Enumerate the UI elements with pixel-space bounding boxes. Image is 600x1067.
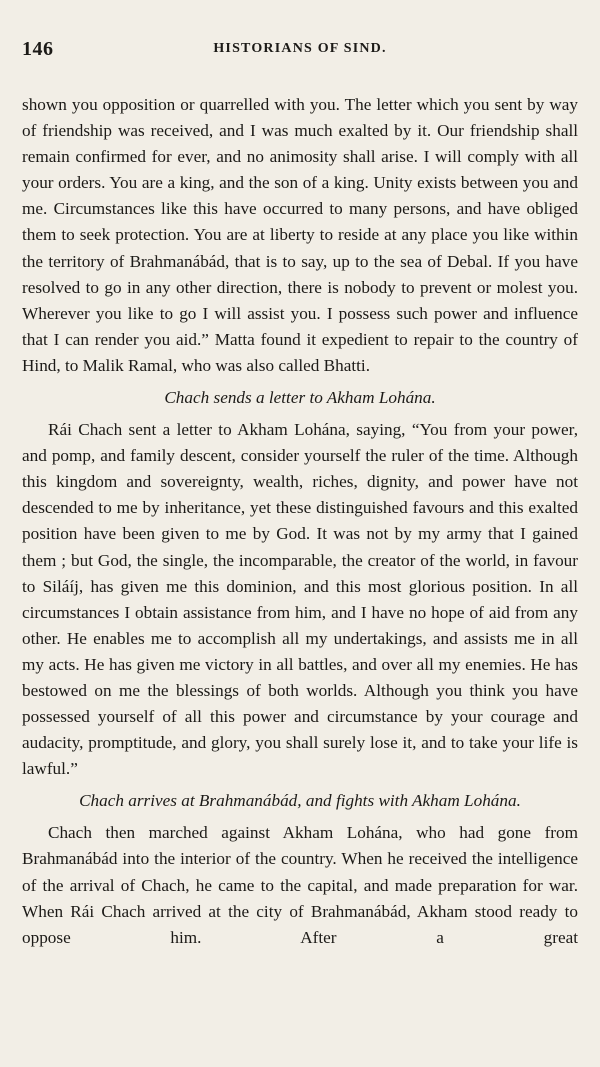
section-heading-chach-sends-letter: Chach sends a letter to Akham Lohána.	[164, 388, 436, 408]
running-header	[22, 38, 578, 62]
body-text	[22, 92, 578, 951]
running-title: HISTORIANS OF SIND.	[213, 41, 387, 56]
page-number: 146	[22, 38, 54, 60]
paragraph-march-against-akham: Chach then marched against Akham Lohána, who had gone from Brahmanábád into the interior of the country. When he received the intelligence of the arrival of Chach, he came to the capital, and made preparation for war. When Rái Chach arrived at the city of Brahmanábád, Akham stood ready to oppose him. After a great	[22, 823, 578, 947]
paragraph-continued: shown you opposition or quarrelled with you. The letter which you sent by way of friendship was received, and I was much exalted by it. Our friendship shall remain confirmed for ever, and no animosity shall arise. I will comply with all your orders. You are a king, and the son of a king. Unity exists between you and me. Circumstances like this have occurred to many persons, and have obliged them to seek protection. You are at liberty to reside at any place you like within the territory of Brahmanábád, that is to say, up to the sea of Debal. If you have resolved to go in any other direction, there is nobody to prevent or molest you. Wherever you like to go I will assist you. I possess such power and influence that I can render you aid.” Matta found it expedient to repair to the country of Hind, to Malik Ramal, who was also called Bhatti.	[22, 95, 578, 375]
paragraph-letter-to-akham: Rái Chach sent a letter to Akham Lohána, saying, “You from your power, and pomp, and family descent, consider yourself the ruler of the time. Although this kingdom and sovereignty, wealth, riches, dignity, and power have not descended to me by inheritance, yet these distinguished favours and this exalted position have been given to me by God. It was not by my army that I gained them ; but God, the single, the incomparable, the creator of the world, in favour to Siláíj, has given me this dominion, and this most glorious position. In all circumstances I obtain assistance from him, and I have no hope of aid from any other. He enables me to accomplish all my undertakings, and assists me in all my acts. He has given me victory in all battles, and over all my enemies. He has bestowed on me the blessings of both worlds. Although you think you have possessed yourself of all this power and circumstance by your courage and audacity, promptitude, and glory, you shall surely lose it, and to take your life is lawful.”	[22, 420, 578, 779]
section-heading-chach-arrives: Chach arrives at Brahmanábád, and fights with Akham Lohána.	[79, 791, 521, 811]
